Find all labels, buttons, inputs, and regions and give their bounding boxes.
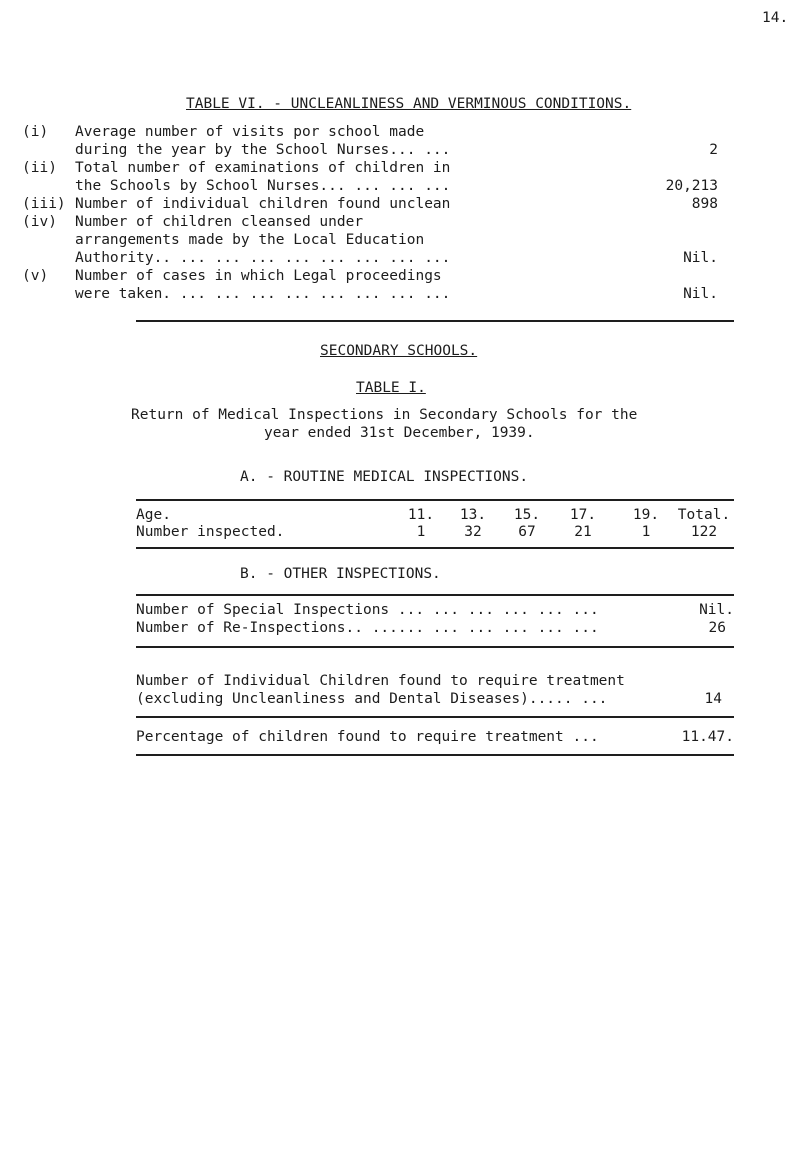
age-cell: 17. [569,507,597,523]
item-text: Authority.. ... ... ... ... ... ... ... ... [75,250,451,266]
item-text: were taken. ... ... ... ... ... ... ... ... [75,286,451,302]
item-value: Nil. [683,250,718,266]
divider [136,499,734,501]
age-cell: 15. [513,507,541,523]
item-text: Total number of examinations of children in [75,160,451,176]
item-label: (iv) [22,214,57,230]
number-cell: 67 [518,524,536,540]
number-cell: 1 [641,524,651,540]
treatment-value: 14 [704,691,722,707]
secondary-heading: SECONDARY SCHOOLS. [320,343,478,359]
item-text: Number of individual children found unclean [75,196,451,212]
item-value: 898 [691,196,718,212]
age-cell: 19. [632,507,660,523]
return-line-1: Return of Medical Inspections in Secondary Schools for the [131,407,638,423]
divider [136,320,734,322]
item-label: (i) [22,124,49,140]
item-label: (v) [22,268,49,284]
divider [136,547,734,549]
divider [136,646,734,648]
return-line-2: year ended 31st December, 1939. [264,425,535,441]
number-row-label: Number inspected. [136,524,285,540]
number-cell: 1 [416,524,426,540]
divider [136,716,734,718]
secondary-table-title: TABLE I. [356,380,426,396]
item-text: the Schools by School Nurses... ... ... ... [75,178,451,194]
item-text: Number of cases in which Legal proceedings [75,268,442,284]
treatment-line-2: (excluding Uncleanliness and Dental Diseases)..... ... [136,691,608,707]
treatment-line-1: Number of Individual Children found to require treatment [136,673,625,689]
age-cell: 13. [459,507,487,523]
total-number-cell: 122 [690,524,718,540]
item-label: (iii) [22,196,66,212]
item-text: Average number of visits por school made [75,124,425,140]
item-text: during the year by the School Nurses... ... [75,142,451,158]
total-age-cell: Total. [677,507,731,523]
age-cell: 11. [407,507,435,523]
other-row-label: Number of Special Inspections ... ... ... ... ... ... [136,602,599,618]
percentage-value: 11.47. [681,729,734,745]
divider [136,754,734,756]
item-label: (ii) [22,160,57,176]
age-row-label: Age. [136,507,171,523]
table6-title: TABLE VI. - UNCLEANLINESS AND VERMINOUS CONDITIONS. [186,96,632,112]
item-value: 20,213 [665,178,718,194]
number-cell: 21 [574,524,592,540]
item-value: Nil. [683,286,718,302]
other-heading: B. - OTHER INSPECTIONS. [240,566,441,582]
page-number: 14. [762,10,789,26]
other-row-label: Number of Re-Inspections.. ...... ... ... ... ... ... [136,620,599,636]
item-text: arrangements made by the Local Education [75,232,425,248]
divider [136,594,734,596]
percentage-label: Percentage of children found to require treatment ... [136,729,599,745]
other-row-value: 26 [708,620,726,636]
other-row-value: Nil. [699,602,734,618]
routine-heading: A. - ROUTINE MEDICAL INSPECTIONS. [240,469,529,485]
number-cell: 32 [464,524,482,540]
item-value: 2 [709,142,718,158]
item-text: Number of children cleansed under [75,214,364,230]
